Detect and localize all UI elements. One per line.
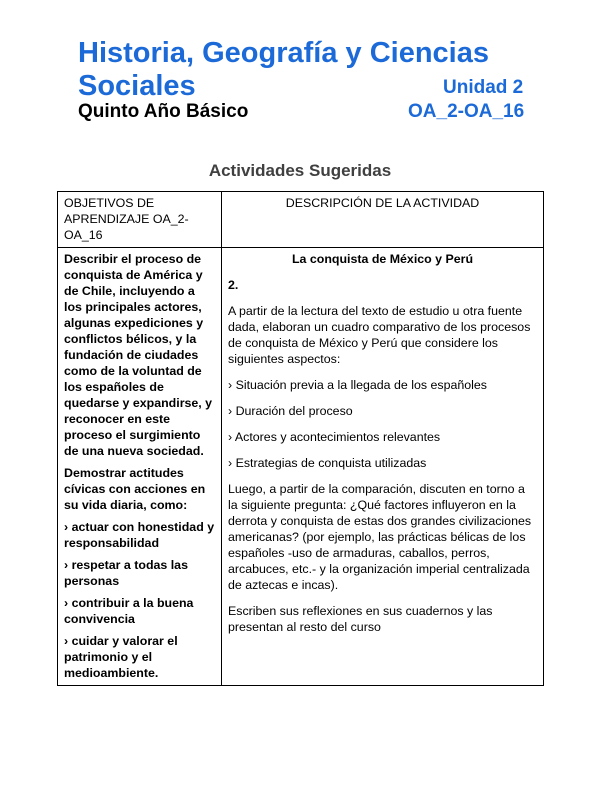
activity-question: Luego, a partir de la comparación, discuten en torno a la siguiente pregunta: ¿Qué factores influyeron en la derrota y conquista de estas dos grandes civilizaciones americanas? (por ejemplo, las prácticas bélicas de los españoles -uso de armaduras, caballos, perros, arcabuces, etc.- y la organización imperial centralizada de aztecas e incas). bbox=[228, 482, 532, 592]
activity-title: La conquista de México y Perú bbox=[291, 252, 474, 266]
activity-cell bbox=[222, 248, 544, 686]
attitude-item: › cuidar y valorar el patrimonio y el medioambiente. bbox=[64, 634, 178, 680]
activity-number: 2. bbox=[228, 278, 239, 292]
document-title-line1: Historia, Geografía y Ciencias bbox=[78, 37, 489, 69]
attitude-item: › contribuir a la buena convivencia bbox=[64, 596, 194, 626]
description-header-cell bbox=[222, 192, 544, 248]
aspect-item: › Actores y acontecimientos relevantes bbox=[228, 430, 441, 444]
aspect-item: › Situación previa a la llegada de los españoles bbox=[228, 378, 487, 392]
document-title-line2: Sociales bbox=[78, 70, 196, 102]
objectives-header-cell bbox=[58, 192, 222, 248]
objective-text: Describir el proceso de conquista de América y de Chile, incluyendo a los principales actores, algunas expediciones y conflictos bélicos, y la fundación de ciudades como de la voluntad de los españoles de quedarse y expandirse, y reconocer en este proceso el surgimiento de una nueva sociedad. bbox=[64, 252, 213, 458]
grade-label: Quinto Año Básico bbox=[78, 101, 249, 122]
activities-table bbox=[57, 191, 544, 686]
objectives-cell bbox=[58, 248, 222, 686]
oa-range-label: OA_2-OA_16 bbox=[408, 101, 525, 122]
table-header-row bbox=[58, 192, 544, 248]
unit-label: Unidad 2 bbox=[443, 77, 524, 98]
objectives-header: OBJETIVOS DE APRENDIZAJE OA_2-OA_16 bbox=[64, 196, 189, 242]
table-row bbox=[58, 248, 544, 686]
attitude-item: › actuar con honestidad y responsabilidad bbox=[64, 520, 215, 550]
aspect-item: › Duración del proceso bbox=[228, 404, 353, 418]
aspect-item: › Estrategias de conquista utilizadas bbox=[228, 456, 427, 470]
description-header: DESCRIPCIÓN DE LA ACTIVIDAD bbox=[285, 196, 480, 210]
attitude-item: › respetar a todas las personas bbox=[64, 558, 188, 588]
activity-intro: A partir de la lectura del texto de estudio u otra fuente dada, elaboran un cuadro comparativo de los procesos de conquista de México y Perú que considere los siguientes aspectos: bbox=[228, 304, 531, 366]
section-title: Actividades Sugeridas bbox=[208, 161, 392, 180]
attitude-intro: Demostrar actitudes cívicas con acciones en su vida diaria, como: bbox=[64, 466, 206, 512]
activity-closing: Escriben sus reflexiones en sus cuadernos y las presentan al resto del curso bbox=[228, 604, 493, 634]
